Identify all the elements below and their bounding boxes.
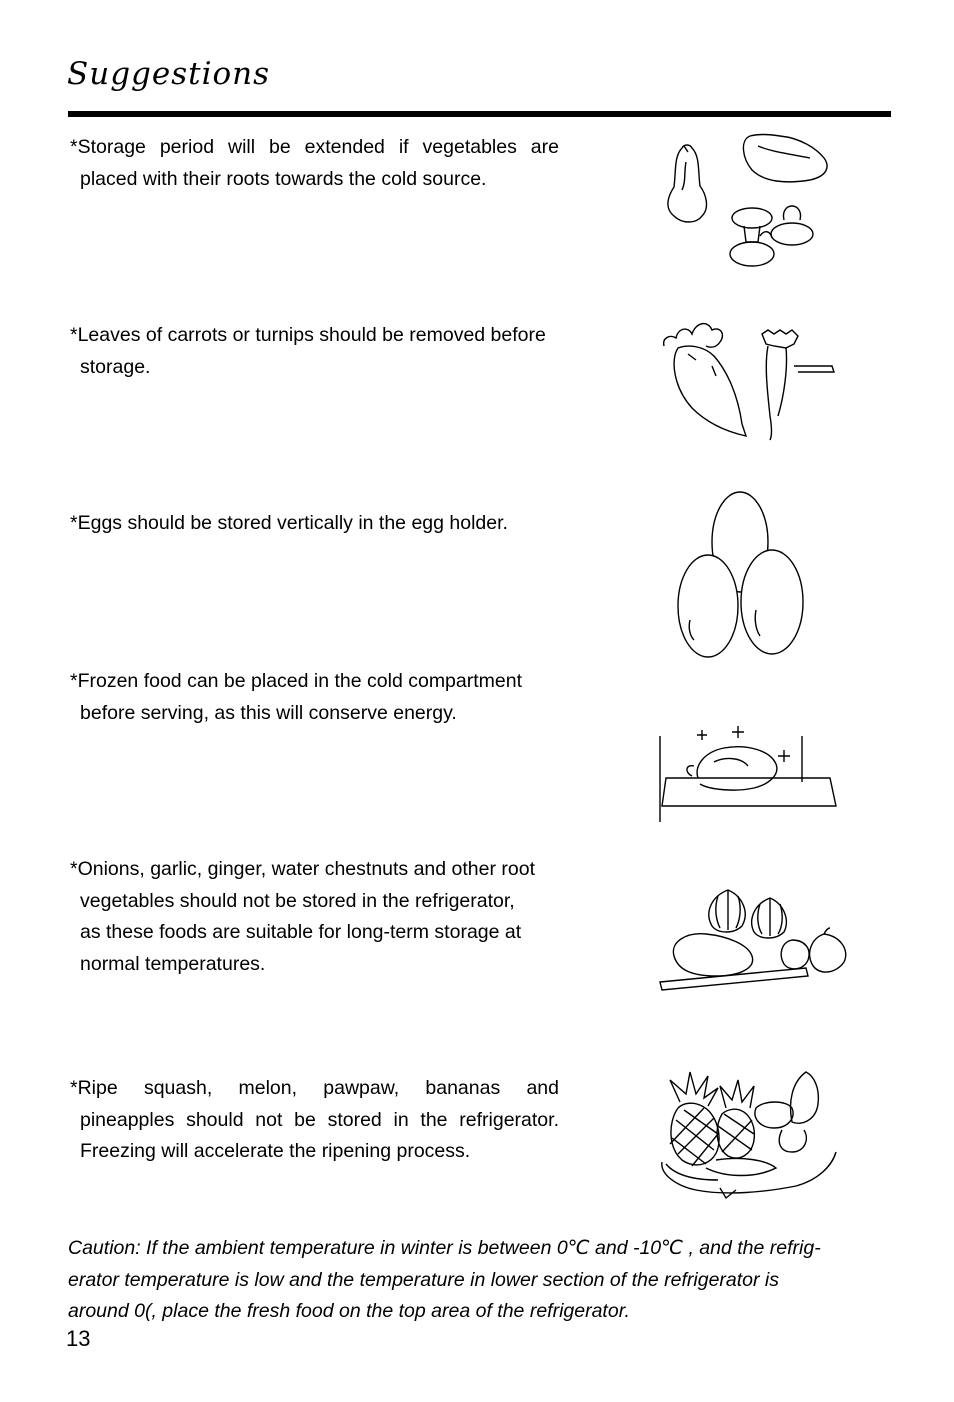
tip-root-vegetables	[70, 854, 559, 980]
eggs-icon	[676, 490, 808, 660]
turnip-carrot-icon	[658, 316, 838, 441]
page-title: Suggestions	[67, 56, 271, 92]
vegetables-mushrooms-icon	[660, 132, 835, 274]
frozen-chicken-icon	[654, 722, 838, 826]
tip-line: placed with their roots towards the cold source.	[80, 167, 487, 190]
caution-line: around 0(, place the fresh food on the top area of the refrigerator.	[68, 1300, 630, 1322]
tip-carrots-leaves	[70, 320, 559, 383]
tip-line: normal temperatures.	[80, 952, 266, 975]
tip-vegetables-roots	[70, 132, 559, 195]
page-number: 13	[66, 1326, 91, 1351]
tip-line: *Eggs should be stored vertically in the egg holder.	[70, 512, 508, 534]
tip-line: *Frozen food can be placed in the cold compartment	[70, 670, 523, 692]
tip-line: *Leaves of carrots or turnips should be removed before	[70, 324, 546, 346]
caution-line: Caution: If the ambient temperature in winter is between 0℃ and -10℃ , and the refrig-	[68, 1237, 821, 1259]
tip-line: pineapples should not be stored in the refrigerator.	[80, 1108, 559, 1131]
tip-line: as these foods are suitable for long-term storage at	[80, 921, 522, 943]
onions-garlic-icon	[656, 886, 850, 994]
tip-ripe-fruits	[70, 1073, 559, 1168]
tip-line: *Storage period will be extended if vegetables are	[70, 136, 559, 158]
tip-line: Freezing will accelerate the ripening process.	[80, 1140, 471, 1162]
tip-line: vegetables should not be stored in the refrigerator,	[80, 889, 515, 912]
tip-frozen-food	[70, 666, 559, 729]
caution-note	[68, 1233, 898, 1328]
tip-eggs-vertical	[70, 508, 559, 540]
tip-line: *Ripe squash, melon, pawpaw, bananas and	[70, 1077, 559, 1099]
tip-line: before serving, as this will conserve energy.	[80, 701, 457, 724]
tip-line: *Onions, garlic, ginger, water chestnuts and other root	[70, 858, 536, 880]
caution-line: erator temperature is low and the temperature in lower section of the refrigerator is	[68, 1268, 780, 1291]
fruits-pineapple-icon	[656, 1068, 842, 1200]
title-divider	[68, 111, 891, 117]
tip-line: storage.	[80, 355, 151, 378]
